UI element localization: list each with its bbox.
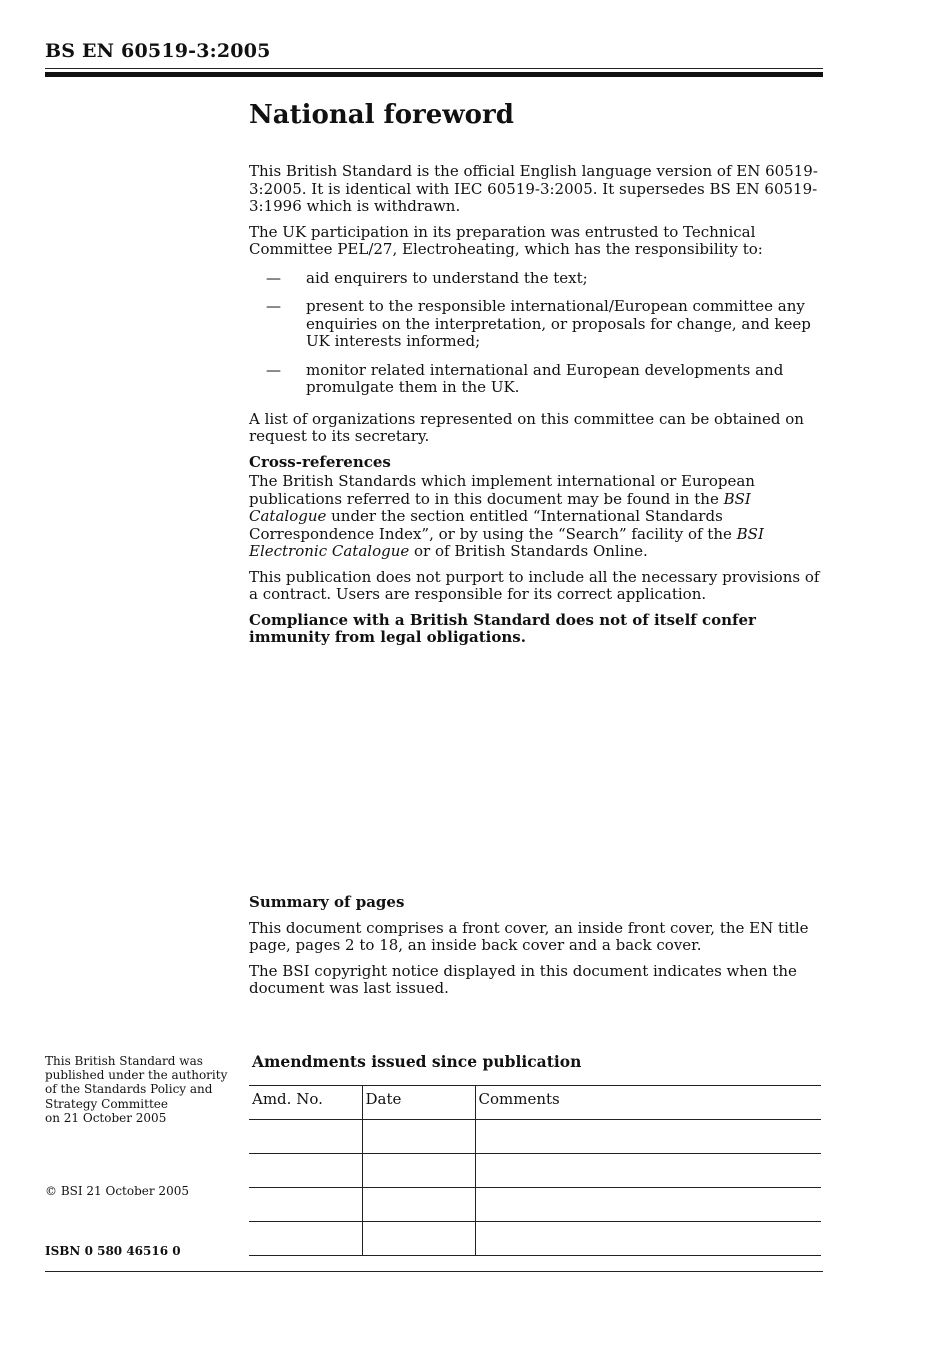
amendments-table [249, 1085, 821, 1256]
authority-line: Strategy Committee [45, 1096, 168, 1111]
column-header-amd-no: Amd. No. [249, 1086, 362, 1120]
column-header-comments: Comments [475, 1086, 821, 1120]
contract-paragraph: This publication does not purport to include all the necessary provisions of a contract. Users are responsible for its correct application. [249, 567, 820, 603]
summary-heading: Summary of pages [249, 893, 405, 911]
table-cell [362, 1154, 475, 1188]
summary-copyright-paragraph: The BSI copyright notice displayed in this document indicates when the document was last issued. [249, 961, 797, 997]
cross-references-heading: Cross-references [249, 452, 391, 471]
publication-authority-note [45, 1054, 235, 1125]
dash-marker: — [266, 360, 281, 379]
summary-section [249, 894, 823, 1006]
table-cell [362, 1188, 475, 1222]
text-run: or of British Standards Online. [409, 542, 648, 560]
table-cell [475, 1222, 821, 1256]
authority-line: on 21 October 2005 [45, 1110, 167, 1125]
header-rule-thin [45, 68, 823, 69]
bsi-electronic-catalogue-ref: BSI Electronic Catalogue [249, 524, 764, 560]
list-item [249, 362, 823, 397]
compliance-paragraph: Compliance with a British Standard does not of itself confer immunity from legal obligations. [249, 610, 756, 646]
page-title: National foreword [249, 100, 514, 130]
text-run: under the section entitled “International Standards Correspondence Index”, or by using the “Search” facility of the [249, 507, 737, 543]
text-run: The British Standards which implement international or European publications referred to in this document may be found in the [249, 472, 755, 508]
table-cell [475, 1154, 821, 1188]
summary-pages-paragraph: This document comprises a front cover, an inside front cover, the EN title page, pages 2 to 18, an inside back cover and a back cover. [249, 918, 809, 954]
footer-rule [45, 1271, 823, 1272]
copyright-note: © BSI 21 October 2005 [45, 1184, 189, 1198]
table-row [249, 1222, 821, 1256]
cross-references-paragraph [249, 473, 823, 561]
authority-line: of the Standards Policy and [45, 1082, 213, 1097]
table-row [249, 1120, 821, 1154]
table-cell [362, 1120, 475, 1154]
authority-line: published under the authority [45, 1068, 228, 1083]
isbn: ISBN 0 580 46516 0 [45, 1244, 181, 1258]
committee-list-paragraph: A list of organizations represented on this committee can be obtained on request to its secretary. [249, 409, 804, 445]
table-cell [475, 1120, 821, 1154]
dash-marker: — [266, 297, 281, 315]
list-item-text: aid enquirers to understand the text; [306, 268, 588, 287]
table-cell [249, 1154, 362, 1188]
bsi-catalogue-ref: BSI Catalogue [249, 489, 751, 525]
committee-paragraph: The UK participation in its preparation was entrusted to Technical Committee PEL/27, Electroheating, which has the responsibility to: [249, 222, 763, 258]
document-code: BS EN 60519-3:2005 [45, 40, 271, 62]
table-cell [475, 1188, 821, 1222]
table-cell [362, 1222, 475, 1256]
table-row [249, 1154, 821, 1188]
table-cell [249, 1188, 362, 1222]
table-row [249, 1188, 821, 1222]
table-cell [249, 1222, 362, 1256]
header-rule-thick [45, 72, 823, 77]
dash-marker: — [266, 268, 281, 287]
authority-line: This British Standard was [45, 1054, 203, 1068]
list-item [249, 270, 823, 288]
table-header-row [249, 1086, 821, 1120]
list-item-text: present to the responsible international/European committee any enquiries on the interpretation, or proposals for change, and keep UK interests informed; [306, 297, 811, 350]
table-cell [249, 1120, 362, 1154]
column-header-date: Date [362, 1086, 475, 1120]
amendments-title: Amendments issued since publication [252, 1052, 582, 1071]
list-item [249, 298, 823, 351]
responsibility-list [249, 270, 823, 397]
list-item-text: monitor related international and European developments and promulgate them in the UK. [306, 360, 784, 396]
intro-paragraph: This British Standard is the official English language version of EN 60519-3:2005. It is identical with IEC 60519-3:2005. It supersedes BS EN 60519-3:1996 which is withdrawn. [249, 162, 818, 215]
foreword-body [249, 163, 823, 655]
